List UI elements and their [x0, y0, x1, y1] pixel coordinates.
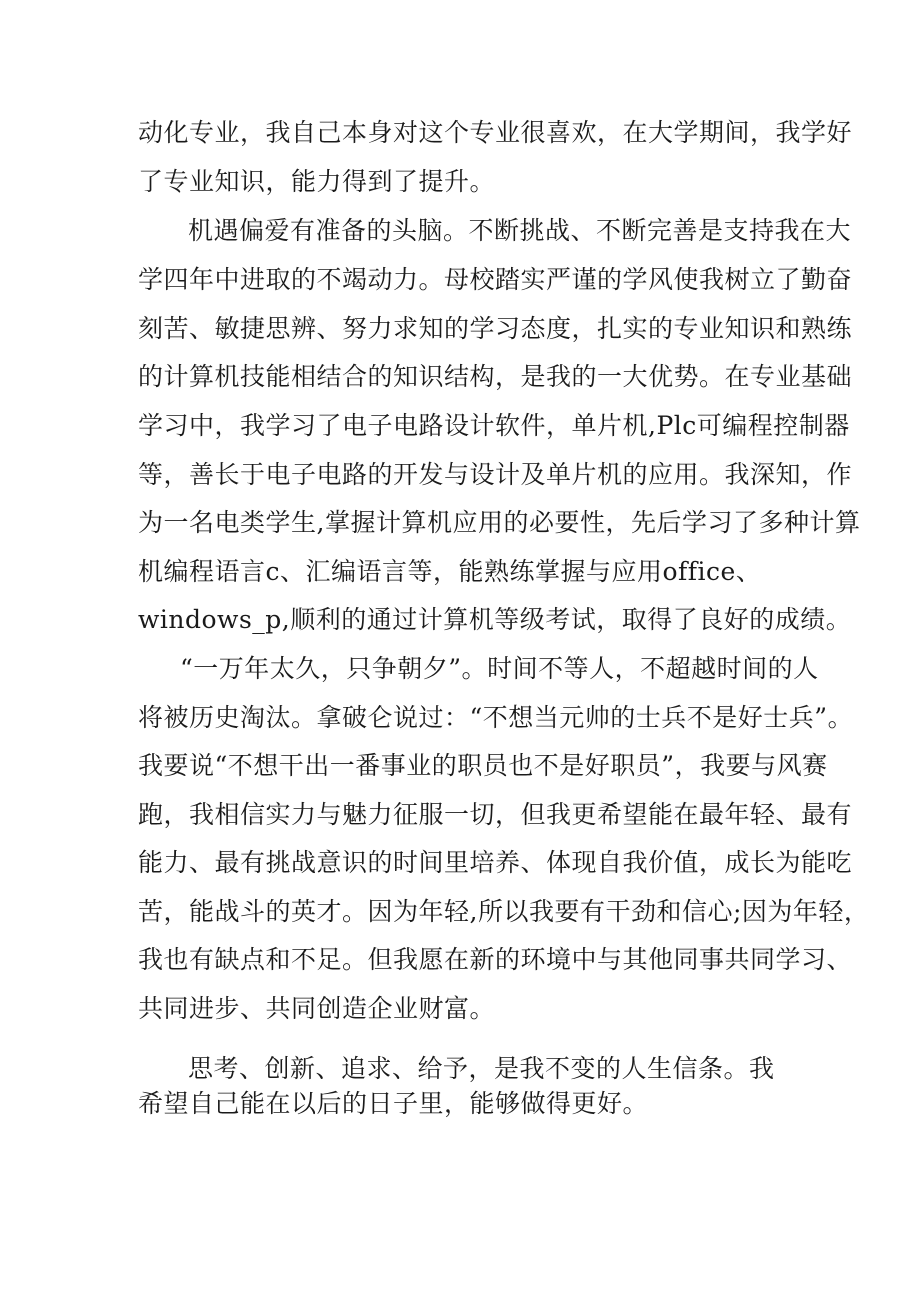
paragraph-3-line-5: 能力、最有挑战意识的时间里培养、体现自我价值，成长为能吃 — [138, 848, 853, 877]
paragraph-1-line-1: 动化专业，我自己本身对这个专业很喜欢，在大学期间，我学好 — [138, 118, 853, 147]
paragraph-2-line-2: 学四年中进取的不竭动力。母校踏实严谨的学风使我树立了勤奋 — [138, 265, 853, 294]
paragraph-2-line-3: 刻苦、敏捷思辨、努力求知的学习态度，扎实的专业知识和熟练 — [138, 314, 853, 343]
paragraph-2-line-8: 机编程语言c、汇编语言等，能熟练掌握与应用office、 — [138, 557, 762, 586]
paragraph-3-line-7: 我也有缺点和不足。但我愿在新的环境中与其他同事共同学习、 — [138, 945, 853, 974]
paragraph-3-line-3: 我要说“不想干出一番事业的职员也不是好职员”，我要与风赛 — [138, 751, 828, 780]
paragraph-2-line-6: 等，善长于电子电路的开发与设计及单片机的应用。我深知，作 — [138, 460, 853, 489]
paragraph-2-line-4: 的计算机技能相结合的知识结构，是我的一大优势。在专业基础 — [138, 362, 853, 391]
paragraph-2-line-9: windows_p,顺利的通过计算机等级考试，取得了良好的成绩。 — [138, 605, 852, 634]
paragraph-2-line-5: 学习中，我学习了电子电路设计软件，单片机,Plc可编程控制器 — [138, 411, 850, 440]
paragraph-3-line-6: 苦，能战斗的英才。因为年轻,所以我要有干劲和信心;因为年轻， — [138, 897, 870, 926]
paragraph-4-line-1: 思考、创新、追求、给予，是我不变的人生信条。我 — [188, 1054, 775, 1083]
paragraph-1-line-2: 了专业知识，能力得到了提升。 — [138, 167, 496, 196]
paragraph-3-line-1: “一万年太久，只争朝夕”。时间不等人，不超越时间的人 — [180, 654, 819, 683]
paragraph-2-line-1: 机遇偏爱有准备的头脑。不断挑战、不断完善是支持我在大 — [188, 216, 852, 245]
paragraph-4-line-2: 希望自己能在以后的日子里，能够做得更好。 — [138, 1089, 649, 1118]
paragraph-3-line-8: 共同进步、共同创造企业财富。 — [138, 994, 496, 1023]
paragraph-3-line-2: 将被历史淘汰。拿破仑说过：“不想当元帅的士兵不是好士兵”。 — [138, 703, 854, 732]
paragraph-2-line-7: 为一名电类学生,掌握计算机应用的必要性，先后学习了多种计算 — [138, 508, 861, 537]
paragraph-3-line-4: 跑，我相信实力与魅力征服一切，但我更希望能在最年轻、最有 — [138, 800, 853, 829]
